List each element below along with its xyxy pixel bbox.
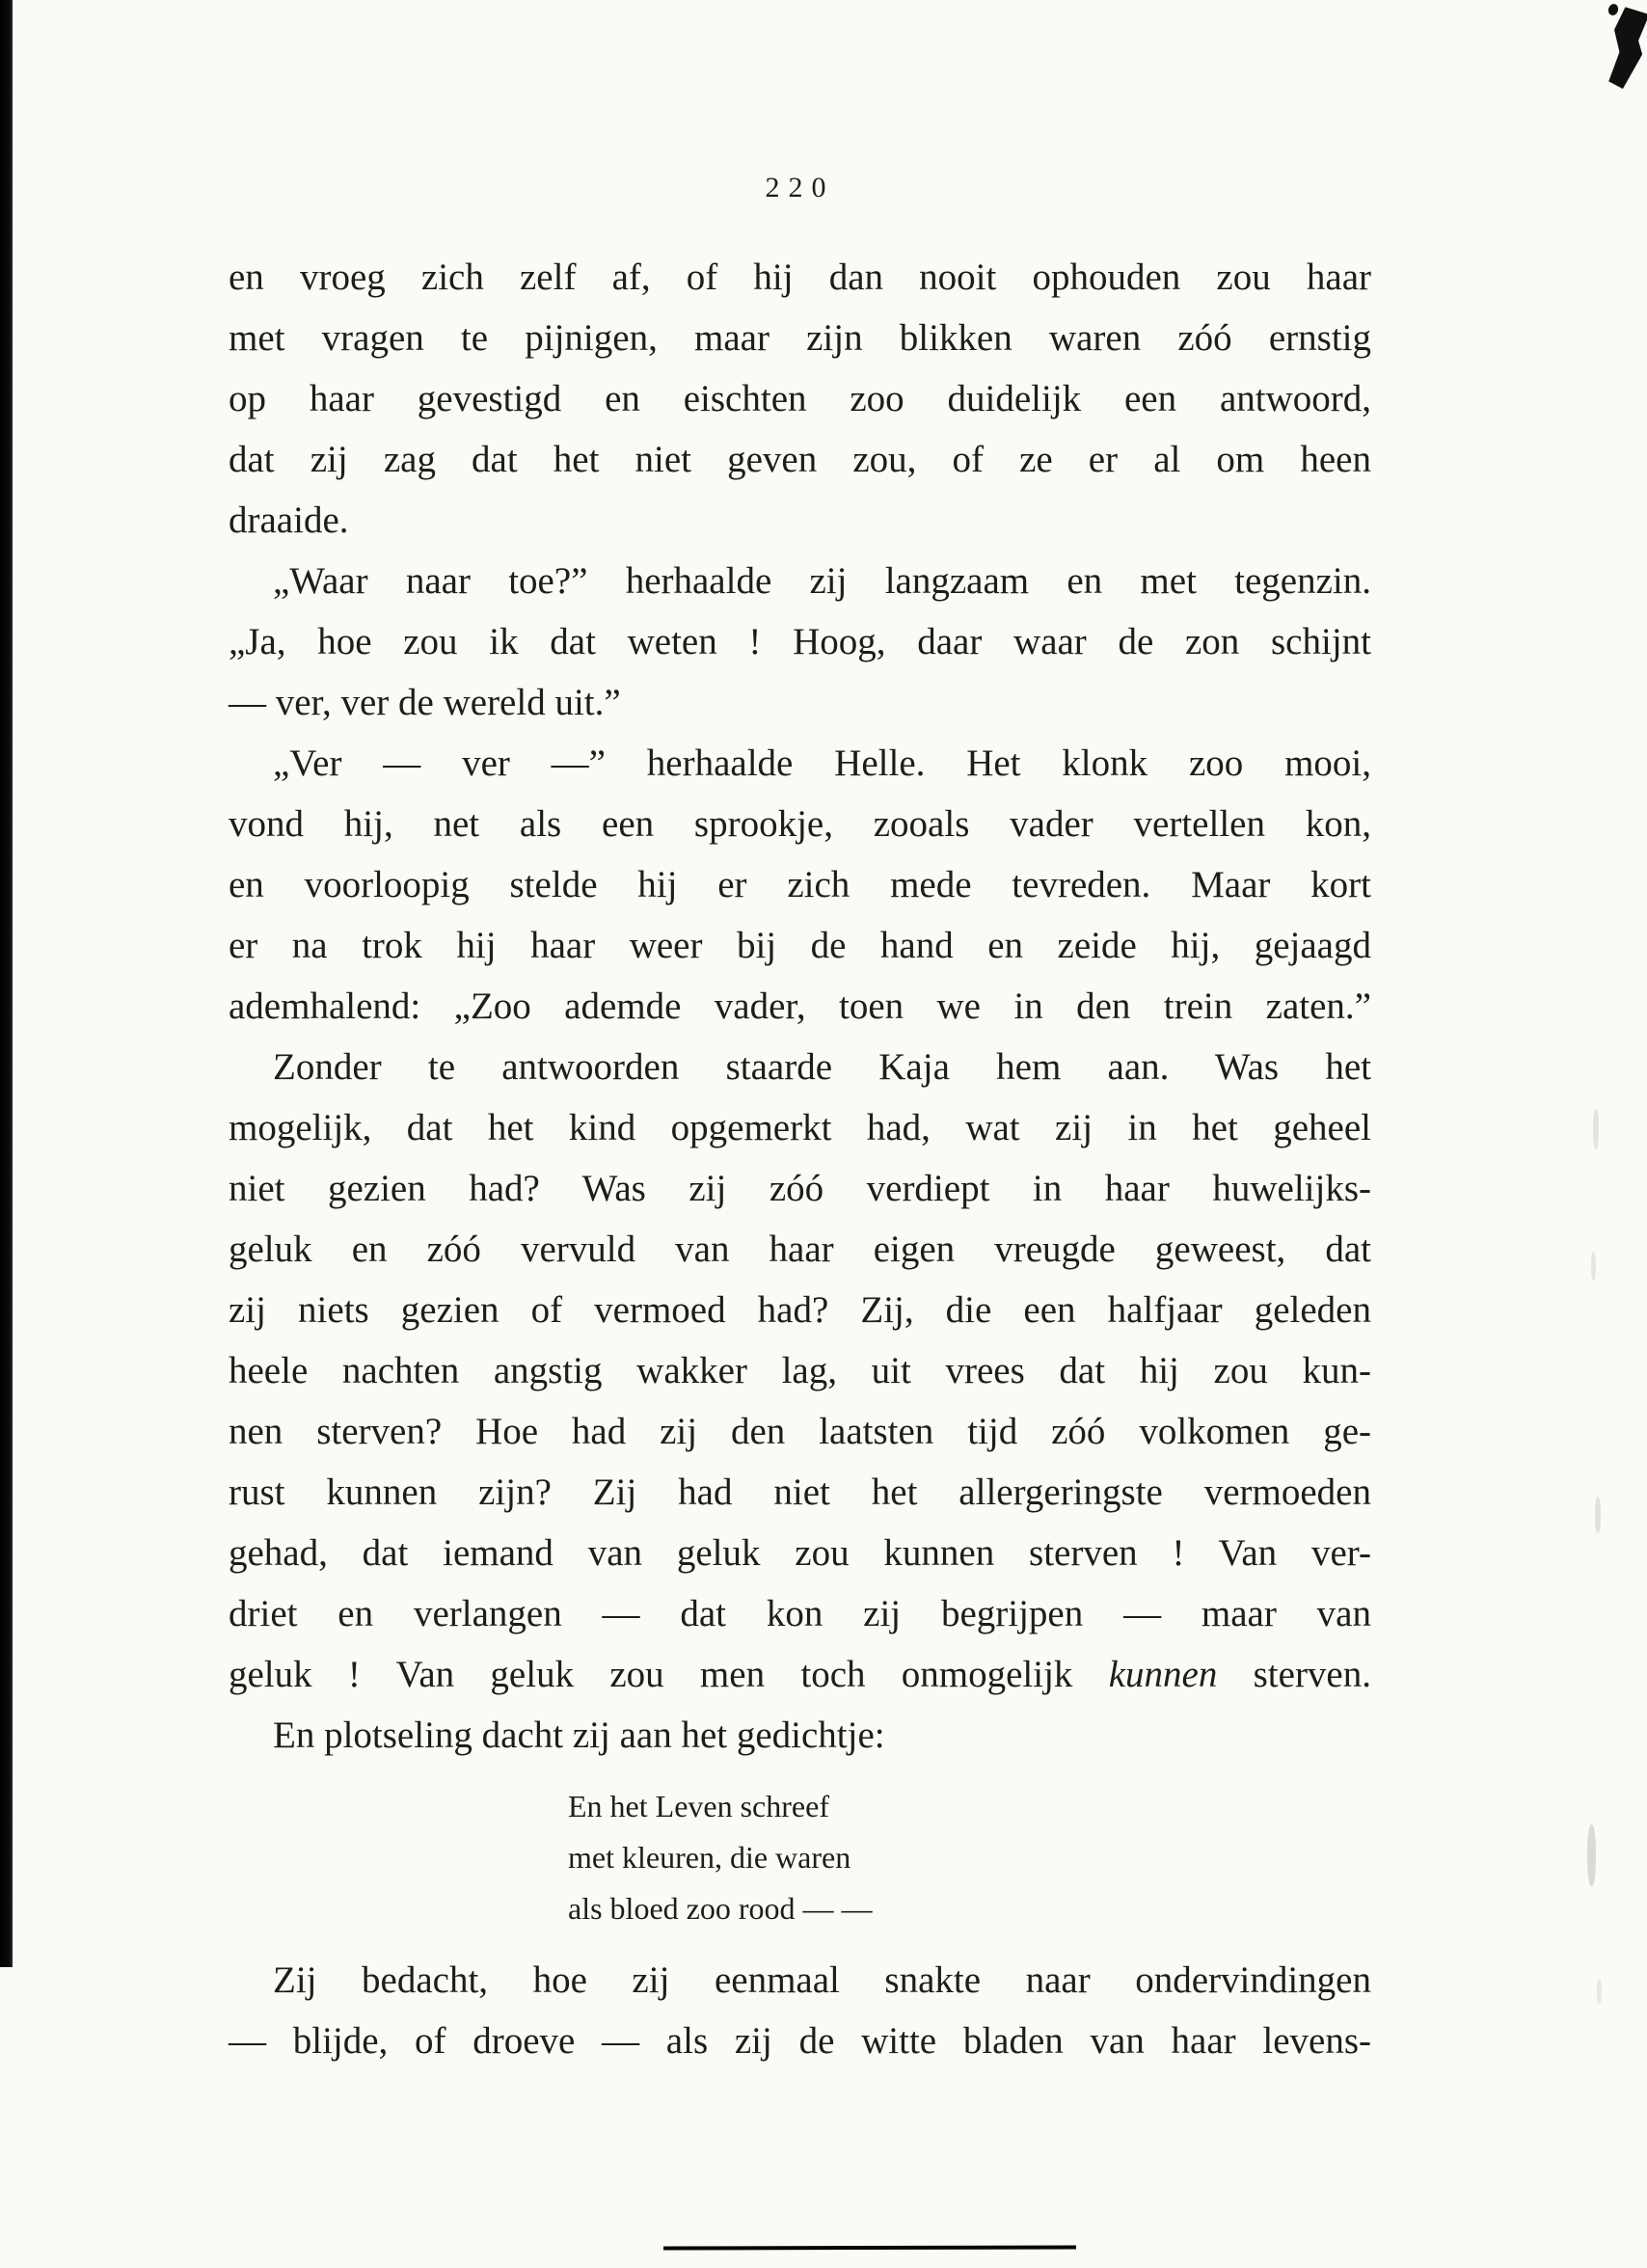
page-number: 220 [765,172,835,203]
text-line: zij niets gezien of vermoed had? Zij, die een halfjaar geleden [229,1289,1371,1331]
poem [568,1781,1371,1934]
paragraph [229,247,1371,551]
poem-line: als bloed zoo rood — — [568,1891,873,1926]
scan-smudge [1587,1824,1596,1886]
scan-smudge [1595,1497,1601,1533]
text-line: Zonder te antwoorden staarde Kaja hem aan. Was het [273,1046,1371,1088]
text-line: — blijde, of droeve — als zij de witte bladen van haar levens- [229,2020,1371,2062]
scan-smudge [1591,1252,1596,1281]
text-line: met vragen te pijnigen, maar zijn blikken waren zóó ernstig [229,317,1371,359]
paragraph [229,1705,1371,1766]
text-line: driet en verlangen — dat kon zij begrijpen — maar van [229,1593,1371,1634]
scan-artifact-ink-dot [1606,3,1620,17]
paragraph [229,733,1371,1037]
paragraph [229,551,1371,733]
paragraph [229,1037,1371,1705]
text-line: Zij bedacht, hoe zij eenmaal snakte naar ondervindingen [273,1959,1371,2001]
text-line: dat zij zag dat het niet geven zou, of ze er al om heen [229,439,1371,480]
text-line: op haar gevestigd en eischten zoo duidelijk een antwoord, [229,378,1371,419]
text-line: er na trok hij haar weer bij de hand en zeide hij, gejaagd [229,925,1371,966]
text-line: „Ja, hoe zou ik dat weten ! Hoog, daar waar de zon schijnt [229,621,1371,662]
scan-smudge [1593,1109,1599,1149]
text-line: En plotseling dacht zij aan het gedichtje: [273,1714,885,1756]
paragraph [229,1950,1371,2071]
text-line: niet gezien had? Was zij zóó verdiept in haar huwelijks- [229,1168,1371,1209]
text-line: vond hij, net als een sprookje, zooals vader vertellen kon, [229,803,1371,845]
text-line: mogelijk, dat het kind opgemerkt had, wat zij in het geheel [229,1107,1371,1148]
text-line: en vroeg zich zelf af, of hij dan nooit ophouden zou haar [229,256,1371,298]
scan-artifact-bottom-line [663,2245,1076,2250]
scan-artifact-ink-blot-top-right [1602,6,1647,92]
text-line: — ver, ver de wereld uit.” [229,682,621,723]
scan-smudge [1597,1979,1602,2004]
scan-artifact-left-binding-bar [0,0,13,1967]
text-line: ademhalend: „Zoo ademde vader, toen we in den trein zaten.” [229,986,1371,1027]
text-line: gehad, dat iemand van geluk zou kunnen sterven ! Van ver- [229,1532,1371,1574]
text-line: nen sterven? Hoe had zij den laatsten tijd zóó volkomen ge- [229,1411,1371,1452]
text-line: geluk en zóó vervuld van haar eigen vreugde geweest, dat [229,1228,1371,1270]
text-block [229,247,1371,2071]
text-line: rust kunnen zijn? Zij had niet het allergeringste vermoeden [229,1472,1371,1513]
poem-line: En het Leven schreef [568,1789,829,1823]
text-line: draaide. [229,500,349,541]
text-line: geluk ! Van geluk zou men toch onmogelijk kunnen sterven. [229,1654,1371,1695]
poem-line: met kleuren, die waren [568,1840,851,1875]
text-line: en voorloopig stelde hij er zich mede tevreden. Maar kort [229,864,1371,905]
text-line: heele nachten angstig wakker lag, uit vrees dat hij zou kun- [229,1350,1371,1391]
text-line: „Ver — ver —” herhaalde Helle. Het klonk zoo mooi, [273,742,1371,784]
text-line: „Waar naar toe?” herhaalde zij langzaam en met tegenzin. [273,560,1371,602]
